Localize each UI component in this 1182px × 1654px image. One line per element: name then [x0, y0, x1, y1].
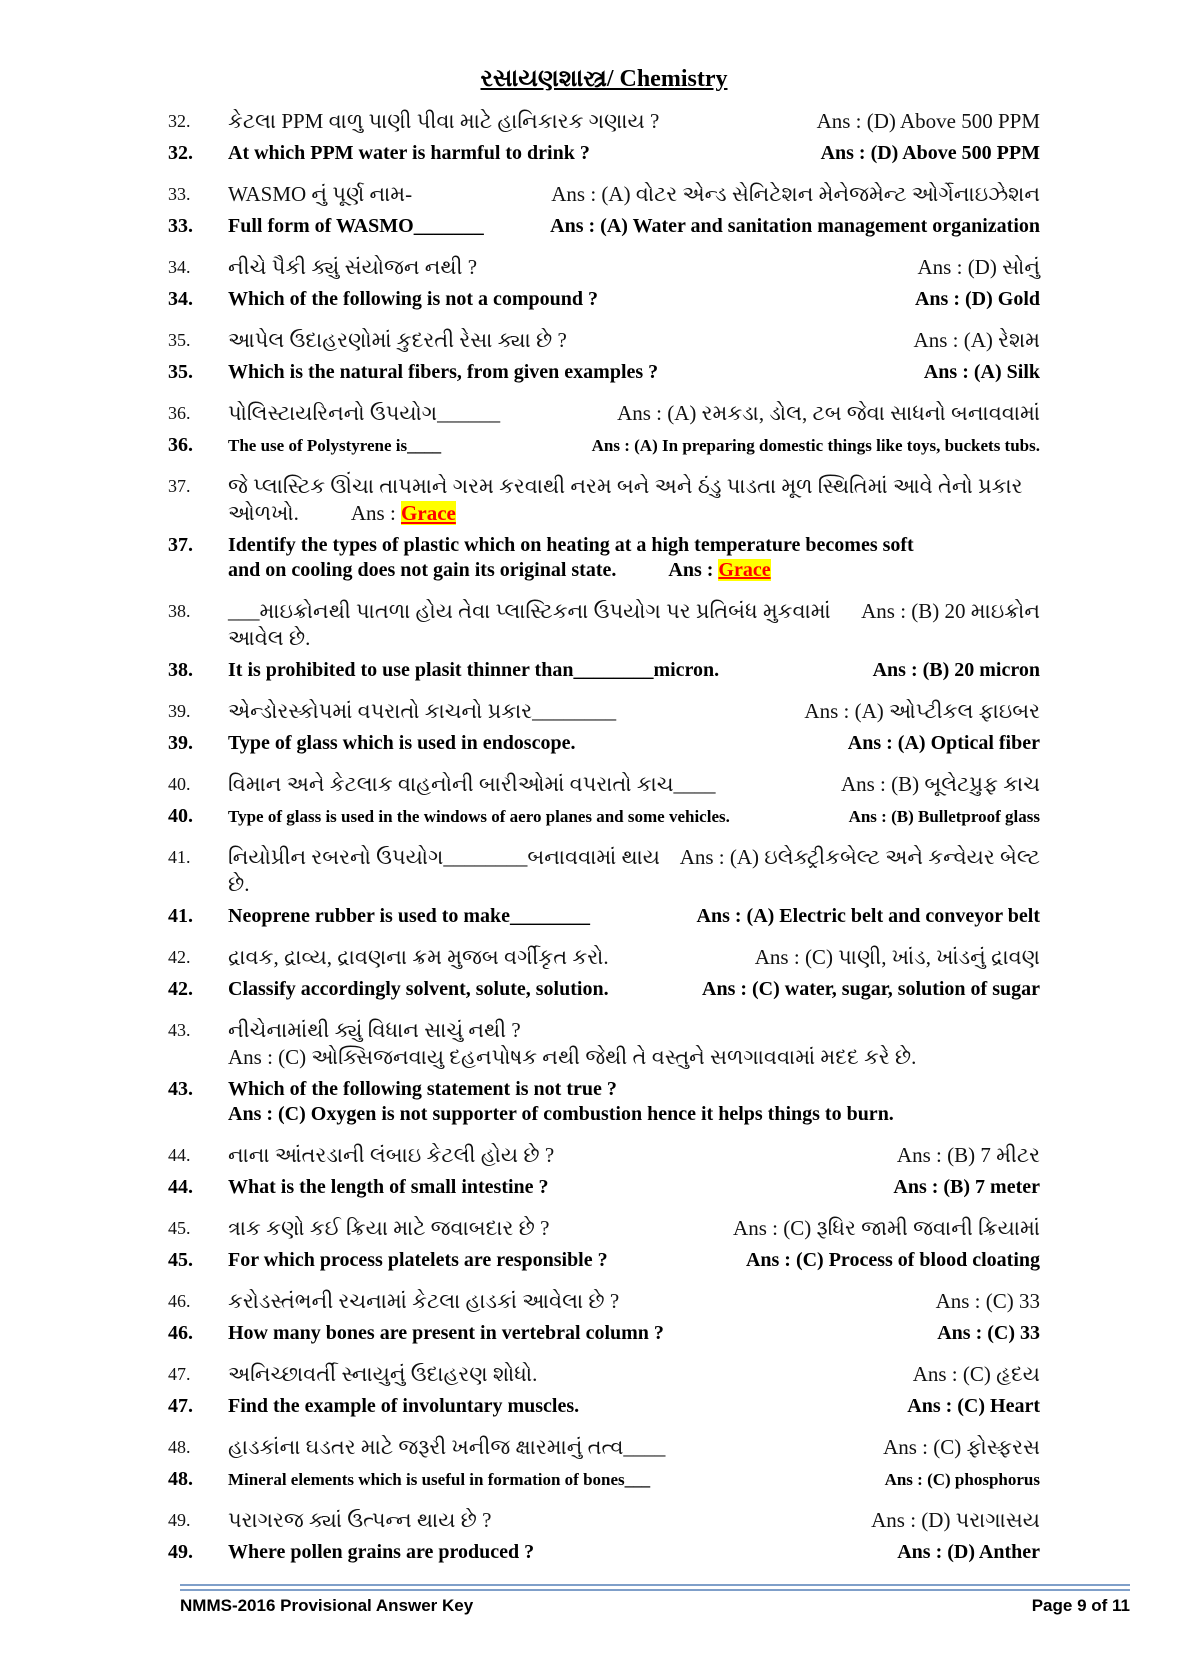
qa-row	[168, 1175, 1040, 1200]
question-text: એન્ડોરસ્કોપમાં વપરાતો કાચનો પ્રકાર________	[228, 699, 617, 723]
qa-line	[228, 1321, 1040, 1346]
question-text: ઓળખો.	[228, 501, 299, 525]
question-body	[228, 731, 1040, 756]
question-body	[228, 844, 1040, 898]
answer-text	[668, 559, 770, 581]
answer-text: Ans : (A) વોટર એન્ડ સેનિટેશન મેનેજમેન્ટ ઓર્ગેનાઇઝેશન	[551, 182, 1040, 206]
question-number: 34.	[168, 257, 191, 277]
answer-text: Ans : (C) હૃદય	[912, 1362, 1040, 1386]
question-text: અનિચ્છાવર્તી સ્નાયુનું ઉદાહરણ શોધો.	[228, 1362, 538, 1386]
question-body	[228, 1288, 1040, 1315]
answer-prefix: Ans :	[350, 501, 402, 525]
answer-text: Ans : (D) Gold	[914, 288, 1040, 310]
qa-row	[168, 1248, 1040, 1273]
question-number: 45.	[168, 1218, 191, 1238]
question-text: Type of glass is used in the windows of aero planes and some vehicles.	[228, 807, 730, 826]
qa-line	[228, 944, 1040, 971]
question-number: 43.	[168, 1078, 193, 1100]
question-body	[228, 977, 1040, 1002]
qa-row	[168, 731, 1040, 756]
question-text: Which of the following is not a compound ?	[228, 288, 599, 310]
answer-text: Ans : (B) Bulletproof glass	[848, 807, 1040, 826]
qa-line	[228, 804, 1040, 829]
question-number: 46.	[168, 1322, 193, 1344]
question-body	[228, 1540, 1040, 1565]
qa-line	[228, 1434, 1040, 1461]
qa-line	[228, 598, 1040, 652]
question-body	[228, 598, 1040, 652]
question-body	[228, 254, 1040, 281]
qa-row	[168, 1540, 1040, 1565]
question-body	[228, 400, 1040, 427]
question-text: કેટલા PPM વાળુ પાણી પીવા માટે હાનિકારક ગણાય ?	[228, 109, 660, 133]
qa-row	[168, 1507, 1040, 1534]
question-number: 40.	[168, 805, 193, 827]
qa-line	[228, 1215, 1040, 1242]
answer-text: Ans : (C) 33	[937, 1322, 1040, 1344]
qa-row	[168, 214, 1040, 239]
footer-divider	[180, 1584, 1130, 1591]
question-number: 44.	[168, 1145, 191, 1165]
qa-line	[228, 658, 1040, 683]
answer-text: Ans : (D) સોનું	[917, 255, 1040, 279]
qa-row	[168, 181, 1040, 208]
qa-line	[228, 108, 1040, 135]
question-text: The use of Polystyrene is____	[228, 436, 442, 455]
qa-row	[168, 804, 1040, 829]
answer-highlight: Grace	[401, 501, 456, 525]
qa-row	[168, 698, 1040, 725]
question-number: 41.	[168, 905, 193, 927]
answer-text: Ans : (A) ઓપ્ટીકલ ફાઇબર	[804, 699, 1040, 723]
question-body	[228, 904, 1040, 929]
qa-line	[228, 360, 1040, 385]
question-text: ત્રાક કણો કઈ ક્રિયા માટે જવાબદાર છે ?	[228, 1216, 550, 1240]
qa-line	[228, 1102, 1040, 1127]
question-body	[228, 698, 1040, 725]
qa-line	[228, 844, 1040, 898]
qa-row	[168, 1142, 1040, 1169]
question-body	[228, 214, 1040, 239]
question-number: 42.	[168, 978, 193, 1000]
question-body	[228, 287, 1040, 312]
answer-text: Ans : (D) Above 500 PPM	[816, 109, 1040, 133]
answer-text: Ans : (A) Silk	[923, 361, 1040, 383]
qa-row	[168, 977, 1040, 1002]
answer-text: Ans : (A) ઇલેક્ટ્રીકબેલ્ટ અને કન્વેયર બેલ્ટ	[679, 845, 1040, 869]
qa-line	[228, 1467, 1040, 1492]
question-text: દ્રાવક, દ્રાવ્ય, દ્રાવણના ક્રમ મુજબ વર્ગીકૃત કરો.	[228, 945, 609, 969]
question-text: નીચેનામાંથી ક્યું વિધાન સાચું નથી ?	[228, 1018, 521, 1042]
question-text: What is the length of small intestine ?	[228, 1176, 549, 1198]
question-text: It is prohibited to use plasit thinner than________micron.	[228, 659, 720, 681]
qa-line	[228, 698, 1040, 725]
question-body	[228, 1321, 1040, 1346]
qa-line	[228, 473, 1040, 500]
answer-text: Ans : (A) રમકડા, ડોલ, ટબ જેવા સાધનો બનાવવામાં	[617, 401, 1040, 425]
qa-row	[168, 254, 1040, 281]
qa-line	[228, 141, 1040, 166]
question-number: 38.	[168, 601, 191, 621]
qa-row	[168, 904, 1040, 929]
question-number: 47.	[168, 1364, 191, 1384]
answer-text: Ans : (B) 7 મીટર	[896, 1143, 1040, 1167]
qa-line	[228, 1248, 1040, 1273]
qa-row	[168, 1361, 1040, 1388]
qa-row	[168, 1434, 1040, 1461]
answer-text: Ans : (C) પાણી, ખાંડ, ખાંડનું દ્રાવણ	[754, 945, 1040, 969]
question-body	[228, 1361, 1040, 1388]
answer-text: Ans : (A) Electric belt and conveyor belt	[696, 905, 1040, 927]
answer-text: Ans : (C) ઓક્સિજનવાયુ દહનપોષક નથી જેથી તે વસ્તુને સળગાવવામાં મદદ કરે છે.	[228, 1045, 917, 1069]
question-number: 49.	[168, 1541, 193, 1563]
answer-text: Ans : (D) Anther	[897, 1541, 1040, 1563]
qa-row	[168, 287, 1040, 312]
question-body	[228, 1215, 1040, 1242]
question-number: 47.	[168, 1395, 193, 1417]
qa-line	[228, 1288, 1040, 1315]
qa-line	[228, 433, 1040, 458]
answer-text: Ans : (C) 33	[935, 1289, 1040, 1313]
question-text: For which process platelets are responsible ?	[228, 1249, 608, 1271]
question-text: WASMO નું પૂર્ણ નામ-	[228, 182, 413, 206]
question-number: 34.	[168, 288, 193, 310]
question-text: Where pollen grains are produced ?	[228, 1541, 535, 1563]
qa-line	[228, 1077, 1040, 1102]
footer-left-text: NMMS-2016 Provisional Answer Key	[180, 1596, 474, 1615]
question-body	[228, 1175, 1040, 1200]
question-text: વિમાન અને કેટલાક વાહનોની બારીઓમાં વપરાતો કાચ____	[228, 772, 716, 796]
question-number: 40.	[168, 774, 191, 794]
qa-line	[228, 1142, 1040, 1169]
question-number: 32.	[168, 111, 191, 131]
qa-line	[228, 1361, 1040, 1388]
question-body	[228, 804, 1040, 829]
qa-row	[168, 360, 1040, 385]
question-body	[228, 1248, 1040, 1273]
question-body	[228, 327, 1040, 354]
question-text: Full form of WASMO_______	[228, 215, 484, 237]
qa-line	[228, 500, 1040, 527]
question-number: 43.	[168, 1020, 191, 1040]
question-number: 37.	[168, 534, 193, 556]
question-text: પરાગરજ ક્યાં ઉત્પન્ન થાય છે ?	[228, 1508, 492, 1532]
question-text: આપેલ ઉદાહરણોમાં કુદરતી રેસા ક્યા છે ?	[228, 328, 567, 352]
qa-line	[228, 400, 1040, 427]
question-text: હાડકાંના ઘડતર માટે જરૂરી ખનીજ ક્ષારમાનું તત્વ____	[228, 1435, 666, 1459]
qa-row	[168, 108, 1040, 135]
page-title: રસાયણશાસ્ત્ર/ Chemistry	[480, 66, 728, 92]
question-text: નાના આંતરડાની લંબાઇ કેટલી હોય છે ?	[228, 1143, 555, 1167]
question-body	[228, 771, 1040, 798]
qa-line	[228, 1540, 1040, 1565]
question-number: 39.	[168, 701, 191, 721]
question-number: 45.	[168, 1249, 193, 1271]
answer-text: Ans : (A) રેશમ	[913, 328, 1040, 352]
page-content	[168, 66, 1040, 1565]
question-number: 35.	[168, 361, 193, 383]
qa-row	[168, 1215, 1040, 1242]
qa-line	[228, 904, 1040, 929]
question-number: 33.	[168, 215, 193, 237]
question-text: Mineral elements which is useful in formation of bones___	[228, 1470, 651, 1489]
question-number: 48.	[168, 1468, 193, 1490]
qa-row	[168, 944, 1040, 971]
question-text: Neoprene rubber is used to make________	[228, 905, 591, 927]
question-text: પોલિસ્ટાયરિનનો ઉપયોગ______	[228, 401, 501, 425]
question-number: 36.	[168, 403, 191, 423]
question-number: 35.	[168, 330, 191, 350]
answer-text: Ans : (C) રૂધિર જામી જવાની ક્રિયામાં	[733, 1216, 1040, 1240]
question-number: 39.	[168, 732, 193, 754]
question-body	[228, 1507, 1040, 1534]
question-body	[228, 141, 1040, 166]
question-body	[228, 108, 1040, 135]
qa-line	[228, 214, 1040, 239]
qa-row	[168, 533, 1040, 583]
question-body	[228, 1077, 1040, 1127]
question-text: Which is the natural fibers, from given examples ?	[228, 361, 659, 383]
qa-row	[168, 1288, 1040, 1315]
qa-row	[168, 141, 1040, 166]
question-body	[228, 533, 1040, 583]
qa-row	[168, 433, 1040, 458]
question-body	[228, 944, 1040, 971]
question-number: 37.	[168, 476, 191, 496]
answer-text: Ans : (C) Oxygen is not supporter of combustion hence it helps things to burn.	[228, 1103, 894, 1125]
question-text: Which of the following statement is not true ?	[228, 1078, 617, 1100]
question-body	[228, 473, 1040, 527]
question-list	[168, 108, 1040, 1565]
question-body	[228, 658, 1040, 683]
qa-line	[228, 1017, 1040, 1044]
question-number: 38.	[168, 659, 193, 681]
qa-line	[228, 1175, 1040, 1200]
qa-row	[168, 1394, 1040, 1419]
question-body	[228, 433, 1040, 458]
qa-line	[228, 1507, 1040, 1534]
question-body	[228, 360, 1040, 385]
question-text: At which PPM water is harmful to drink ?	[228, 142, 590, 164]
qa-line	[228, 181, 1040, 208]
qa-row	[168, 771, 1040, 798]
qa-line	[228, 1394, 1040, 1419]
question-body	[228, 181, 1040, 208]
answer-text: Ans : (A) Water and sanitation management organization	[550, 215, 1040, 237]
qa-line	[228, 254, 1040, 281]
question-number: 41.	[168, 847, 191, 867]
footer-page-number: Page 9 of 11	[1031, 1596, 1130, 1615]
answer-text: Ans : (C) water, sugar, solution of sugar	[702, 978, 1040, 1000]
question-text: Classify accordingly solvent, solute, solution.	[228, 978, 609, 1000]
question-body	[228, 1017, 1040, 1071]
qa-line	[228, 558, 1040, 583]
answer-text: Ans : (C) Process of blood cloating	[745, 1249, 1040, 1271]
question-body	[228, 1467, 1040, 1492]
question-text: જે પ્લાસ્ટિક ઊંચા તાપમાને ગરમ કરવાથી નરમ બને અને ઠંડુ પાડતા મૂળ સ્થિતિમાં આવે તેનો પ્રકાર	[228, 474, 1023, 498]
qa-row	[168, 327, 1040, 354]
qa-row	[168, 1077, 1040, 1127]
question-number: 49.	[168, 1510, 191, 1530]
answer-text: Ans : (B) 7 meter	[893, 1176, 1040, 1198]
question-text: કરોડસ્તંભની રચનામાં કેટલા હાડકાં આવેલા છે ?	[228, 1289, 620, 1313]
question-number: 36.	[168, 434, 193, 456]
question-body	[228, 1142, 1040, 1169]
question-text: How many bones are present in vertebral column ?	[228, 1322, 664, 1344]
answer-text: Ans : (B) 20 micron	[872, 659, 1040, 681]
question-text: ___માઇક્રોનથી પાતળા હોય તેવા પ્લાસ્ટિકના ઉપયોગ પર પ્રતિબંધ મુકવામાં આવેલ છે.	[228, 599, 831, 650]
qa-row	[168, 1017, 1040, 1071]
question-number: 48.	[168, 1437, 191, 1457]
answer-text: Ans : (D) પરાગાસય	[871, 1508, 1040, 1532]
answer-text: Ans : (C) ફોસ્ફરસ	[883, 1435, 1040, 1459]
question-text: નિયોપ્રીન રબરનો ઉપયોગ________બનાવવામાં થાય છે.	[228, 845, 661, 896]
answer-text: Ans : (C) phosphorus	[884, 1470, 1040, 1489]
answer-prefix: Ans :	[668, 559, 719, 581]
question-text: નીચે પૈકી ક્યું સંયોજન નથી ?	[228, 255, 478, 279]
question-number: 32.	[168, 142, 193, 164]
answer-highlight: Grace	[718, 559, 771, 581]
qa-row	[168, 844, 1040, 898]
answer-text: Ans : (D) Above 500 PPM	[820, 142, 1040, 164]
question-body	[228, 1434, 1040, 1461]
question-text: Find the example of involuntary muscles.	[228, 1395, 580, 1417]
qa-row	[168, 658, 1040, 683]
answer-text: Ans : (A) In preparing domestic things like toys, buckets tubs.	[591, 436, 1040, 455]
question-number: 33.	[168, 184, 191, 204]
answer-text: Ans : (B) 20 માઇક્રોન	[861, 599, 1040, 623]
question-text: Identify the types of plastic which on heating at a high temperature becomes soft	[228, 534, 914, 556]
qa-line	[228, 533, 1040, 558]
question-text: Type of glass which is used in endoscope.	[228, 732, 576, 754]
qa-line	[228, 731, 1040, 756]
qa-line	[228, 287, 1040, 312]
qa-row	[168, 473, 1040, 527]
question-text: and on cooling does not gain its original state.	[228, 559, 617, 581]
qa-line	[228, 1044, 1040, 1071]
qa-row	[168, 1467, 1040, 1492]
answer-text: Ans : (A) Optical fiber	[847, 732, 1040, 754]
question-number: 42.	[168, 947, 191, 967]
question-body	[228, 1394, 1040, 1419]
answer-text	[351, 501, 456, 525]
qa-line	[228, 327, 1040, 354]
answer-text: Ans : (C) Heart	[907, 1395, 1040, 1417]
footer	[180, 1596, 1130, 1616]
qa-row	[168, 598, 1040, 652]
qa-row	[168, 1321, 1040, 1346]
question-number: 46.	[168, 1291, 191, 1311]
qa-line	[228, 771, 1040, 798]
question-number: 44.	[168, 1176, 193, 1198]
qa-row	[168, 400, 1040, 427]
qa-line	[228, 977, 1040, 1002]
answer-text: Ans : (B) બૂલેટપ્રુફ કાચ	[840, 772, 1040, 796]
